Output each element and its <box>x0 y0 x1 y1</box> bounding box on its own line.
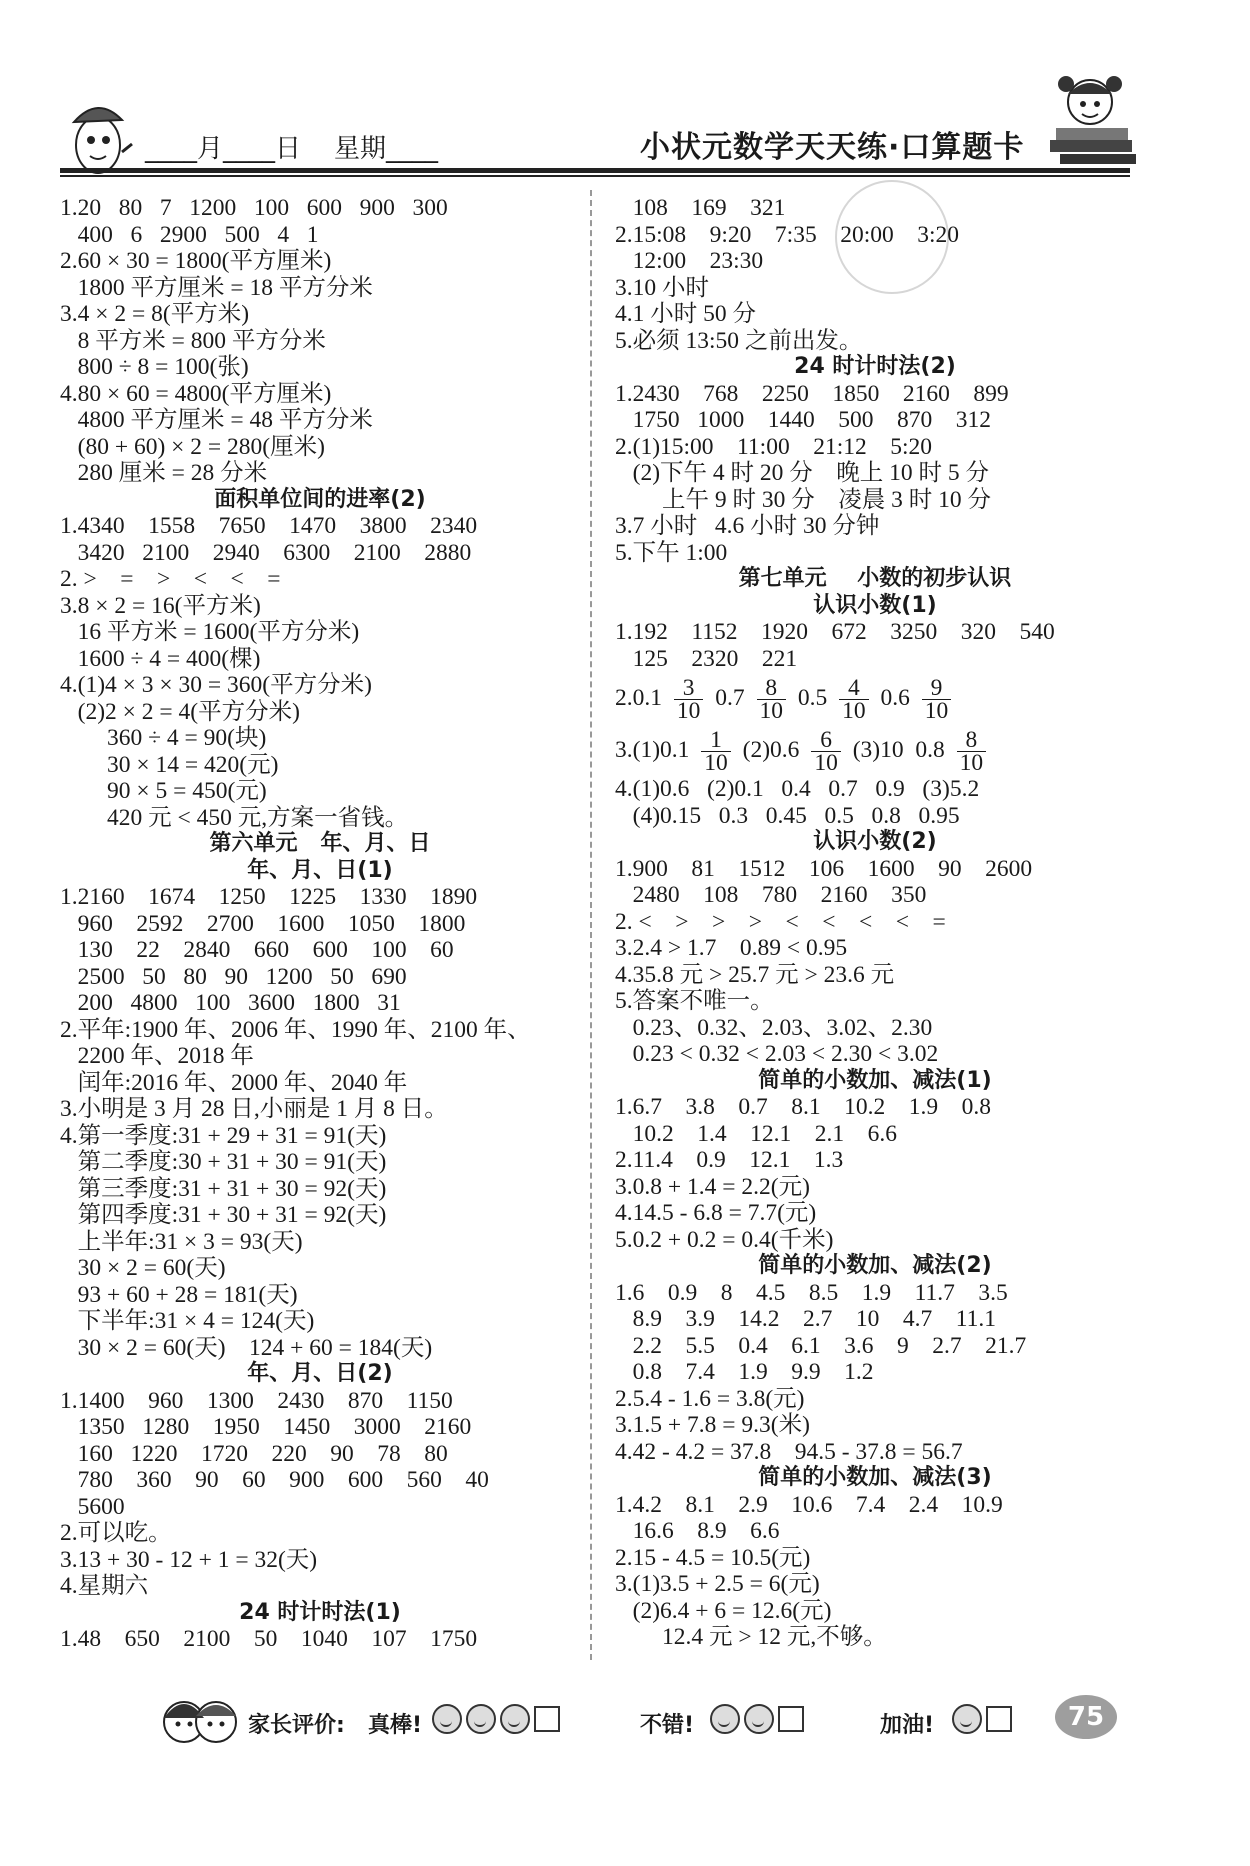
answer-line: 780 360 90 60 900 600 560 40 <box>60 1467 489 1493</box>
smiley-icon <box>744 1704 774 1734</box>
answer-line: 8 平方米 = 800 平方分米 <box>60 327 326 354</box>
answer-line: 2.2 5.5 0.4 6.1 3.6 9 2.7 21.7 <box>615 1332 1027 1359</box>
answer-line: 1.192 1152 1920 672 3250 320 540 <box>615 619 1055 645</box>
answer-line: 4.14.5 - 6.8 = 7.7(元) <box>615 1200 817 1226</box>
section-heading: 第七单元 小数的初步认识 <box>738 566 1012 591</box>
fraction-denominator: 10 <box>959 750 984 777</box>
answer-line: 93 + 60 + 28 = 181(天) <box>60 1281 298 1308</box>
good-rating[interactable] <box>708 1704 804 1734</box>
answer-text: 0.6 <box>874 685 916 711</box>
answer-line: 2.60 × 30 = 1800(平方厘米) <box>60 248 332 274</box>
answer-line: 1.2160 1674 1250 1225 1330 1890 <box>60 884 478 910</box>
great-label: 真棒! <box>368 1713 423 1738</box>
mascot-boy-icon <box>60 90 140 180</box>
fraction-numerator: 9 <box>922 677 952 700</box>
answer-line: 30 × 14 = 420(元) <box>60 751 279 778</box>
answer-line: 3.(1)3.5 + 2.5 = 6(元) <box>615 1571 820 1597</box>
answer-line: 2500 50 80 90 1200 50 690 <box>60 963 407 990</box>
answer-line: 200 4800 100 3600 1800 31 <box>60 990 401 1016</box>
answer-line: 2.可以吃。 <box>60 1520 172 1546</box>
fraction-denominator: 10 <box>676 698 701 725</box>
answer-line: 8.9 3.9 14.2 2.7 10 4.7 11.1 <box>615 1306 997 1332</box>
answer-line: 3.10 小时 <box>615 274 709 301</box>
answer-text: (2)0.6 <box>736 737 806 763</box>
answer-line: 3.2.4 > 1.7 0.89 < 0.95 <box>615 935 848 961</box>
answer-text: 0.7 <box>709 685 751 711</box>
fraction <box>674 675 704 725</box>
section-heading: 年、月、日(1) <box>247 857 393 883</box>
fraction-numerator: 6 <box>811 729 841 752</box>
answer-line: 3.7 小时 4.6 小时 30 分钟 <box>615 513 880 539</box>
answer-line: 2.15 - 4.5 = 10.5(元) <box>615 1544 811 1571</box>
section-heading: 24 时计时法(1) <box>239 1599 401 1625</box>
answer-line: 3.4 × 2 = 8(平方米) <box>60 301 250 327</box>
fraction <box>839 675 869 725</box>
good-label: 不错! <box>640 1713 695 1738</box>
answer-text: 2.0.1 <box>615 685 668 711</box>
page-footer <box>160 1690 1120 1760</box>
answer-line: (2)下午 4 时 20 分 晚上 10 时 5 分 <box>615 460 990 486</box>
answer-line: 1.900 81 1512 106 1600 90 2600 <box>615 855 1033 882</box>
answer-line: 4.(1)0.6 (2)0.1 0.4 0.7 0.9 (3)5.2 <box>615 776 980 802</box>
answer-line: 5.下午 1:00 <box>615 539 728 566</box>
children-icon <box>160 1690 240 1755</box>
answer-line: 0.23 < 0.32 < 2.03 < 2.30 < 3.02 <box>615 1041 939 1067</box>
answer-line: 1.2430 768 2250 1850 2160 899 <box>615 380 1009 407</box>
smiley-icon <box>952 1704 982 1734</box>
answer-text: 0.5 <box>792 685 834 711</box>
smiley-icon <box>432 1704 462 1734</box>
answer-line: 960 2592 2700 1600 1050 1800 <box>60 910 466 937</box>
answer-line: 30 × 2 = 60(天) 124 + 60 = 184(天) <box>60 1334 433 1361</box>
answer-line: (2)6.4 + 6 = 12.6(元) <box>615 1597 832 1624</box>
answer-line: 第二季度:30 + 31 + 30 = 91(天) <box>60 1149 387 1175</box>
answer-line: 4.星期六 <box>60 1573 149 1599</box>
section-heading: 认识小数(2) <box>813 829 937 854</box>
section-heading: 简单的小数加、减法(2) <box>758 1253 992 1278</box>
answer-line: 闰年:2016 年、2000 年、2040 年 <box>60 1069 408 1096</box>
answer-line: 3.0.8 + 1.4 = 2.2(元) <box>615 1173 810 1200</box>
answer-line: 1800 平方厘米 = 18 平方分米 <box>60 274 373 301</box>
answer-text: 3.(1)0.1 <box>615 737 696 763</box>
section-heading: 年、月、日(2) <box>247 1361 393 1386</box>
answer-line: (80 + 60) × 2 = 280(厘米) <box>60 433 325 460</box>
answer-line: 5600 <box>60 1493 125 1520</box>
answer-line: 12.4 元 > 12 元,不够。 <box>615 1624 887 1650</box>
section-heading: 24 时计时法(2) <box>794 354 956 379</box>
answer-line: 1.20 80 7 1200 100 600 900 300 <box>60 195 448 221</box>
answer-line: 90 × 5 = 450(元) <box>60 778 267 804</box>
answer-line: 下半年:31 × 4 = 124(天) <box>60 1308 315 1334</box>
answer-line: 1600 ÷ 4 = 400(棵) <box>60 645 261 672</box>
answer-line: 3.13 + 30 - 12 + 1 = 32(天) <box>60 1546 318 1573</box>
fraction <box>957 727 987 777</box>
answer-line: 1.4.2 8.1 2.9 10.6 7.4 2.4 10.9 <box>615 1491 1003 1518</box>
answer-line-fractions <box>615 724 1135 776</box>
answer-line: 400 6 2900 500 4 1 <box>60 221 319 248</box>
answer-line: 280 厘米 = 28 分米 <box>60 460 268 486</box>
answer-line: 4800 平方厘米 = 48 平方分米 <box>60 407 373 433</box>
answer-line: 130 22 2840 660 600 100 60 <box>60 937 454 963</box>
fraction-denominator: 10 <box>759 698 783 725</box>
answer-line: 1.48 650 2100 50 1040 107 1750 <box>60 1626 478 1652</box>
answer-line: 2.11.4 0.9 12.1 1.3 <box>615 1147 844 1173</box>
answer-line: 2200 年、2018 年 <box>60 1043 254 1069</box>
answer-line: 12:00 23:30 <box>615 248 764 274</box>
answer-line: 4.35.8 元 > 25.7 元 > 23.6 元 <box>615 961 895 988</box>
fraction <box>757 675 787 725</box>
fraction <box>811 727 841 777</box>
answer-line: 4.第一季度:31 + 29 + 31 = 91(天) <box>60 1122 387 1149</box>
answer-line: 5.答案不唯一。 <box>615 988 774 1014</box>
fraction-numerator: 1 <box>701 729 731 752</box>
header-rule <box>60 168 1130 173</box>
answer-line: 2.平年:1900 年、2006 年、1990 年、2100 年、 <box>60 1016 531 1043</box>
section-heading: 第六单元 年、月、日 <box>209 831 431 856</box>
answer-line: 2.5.4 - 1.6 = 3.8(元) <box>615 1385 805 1412</box>
fraction <box>701 727 731 777</box>
answer-line: 5.必须 13:50 之前出发。 <box>615 327 863 354</box>
answer-line: 1750 1000 1440 500 870 312 <box>615 407 991 433</box>
answer-line: 5.0.2 + 0.2 = 0.4(千米) <box>615 1226 834 1253</box>
great-rating[interactable] <box>430 1704 560 1734</box>
answer-line: 3.8 × 2 = 16(平方米) <box>60 592 261 619</box>
smiley-icon <box>710 1704 740 1734</box>
answer-line: 3420 2100 2940 6300 2100 2880 <box>60 539 472 566</box>
answer-text: (3)10 0.8 <box>846 737 951 763</box>
fraction-numerator: 3 <box>674 677 704 700</box>
header-rule-thin <box>60 175 1130 177</box>
answer-line: 4.1 小时 50 分 <box>615 301 756 327</box>
smiley-icon <box>500 1704 530 1734</box>
answer-line: 160 1220 1720 220 90 78 80 <box>60 1440 448 1467</box>
answer-line: 上半年:31 × 3 = 93(天) <box>60 1228 303 1255</box>
answer-line: 4.80 × 60 = 4800(平方厘米) <box>60 380 332 407</box>
answer-line: 第三季度:31 + 31 + 30 = 92(天) <box>60 1175 387 1202</box>
answer-line: 420 元 < 450 元,方案一省钱。 <box>60 804 409 831</box>
answer-line: 4.42 - 4.2 = 37.8 94.5 - 37.8 = 56.7 <box>615 1438 963 1465</box>
answer-line: 1.4340 1558 7650 1470 3800 2340 <box>60 513 478 539</box>
answer-line-fractions <box>615 672 1135 724</box>
fraction-denominator: 10 <box>704 750 728 777</box>
answer-line: 3.小明是 3 月 28 日,小丽是 1 月 8 日。 <box>60 1096 448 1122</box>
answer-line: 10.2 1.4 12.1 2.1 6.6 <box>615 1120 897 1147</box>
page-number: 75 <box>1055 1695 1117 1739</box>
parent-eval-label: 家长评价: <box>248 1713 345 1738</box>
page-header <box>60 70 1140 180</box>
fraction-denominator: 10 <box>814 750 838 777</box>
answer-line: 2.15:08 9:20 7:35 20:00 3:20 <box>615 221 960 248</box>
answer-line: 上午 9 时 30 分 凌晨 3 时 10 分 <box>615 486 991 513</box>
cheer-label: 加油! <box>880 1713 935 1738</box>
date-line: ____月____日 星期____ <box>145 134 439 164</box>
fraction-numerator: 4 <box>839 677 869 700</box>
smiley-icon <box>466 1704 496 1734</box>
checkbox-good[interactable] <box>778 1706 804 1732</box>
answer-line: 1.6.7 3.8 0.7 8.1 10.2 1.9 0.8 <box>615 1094 991 1120</box>
answer-line: 第四季度:31 + 30 + 31 = 92(天) <box>60 1202 387 1228</box>
answer-line: 2.(1)15:00 11:00 21:12 5:20 <box>615 433 933 460</box>
answer-line: 2. > = > < < = <box>60 566 281 592</box>
answer-line: 2480 108 780 2160 350 <box>615 882 927 908</box>
answer-line: 30 × 2 = 60(天) <box>60 1255 226 1281</box>
answer-line: 16 平方米 = 1600(平方分米) <box>60 619 360 645</box>
answer-line: 360 ÷ 4 = 90(块) <box>60 725 267 751</box>
answer-line: 0.23、0.32、2.03、3.02、2.30 <box>615 1014 933 1041</box>
answer-line: 108 169 321 <box>615 195 786 221</box>
section-heading: 认识小数(1) <box>813 592 937 618</box>
answer-line: (4)0.15 0.3 0.45 0.5 0.8 0.95 <box>615 802 960 829</box>
section-heading: 简单的小数加、减法(1) <box>758 1067 992 1093</box>
fraction-denominator: 10 <box>842 698 866 725</box>
section-heading: 面积单位间的进率(2) <box>214 486 426 512</box>
answer-line: 1.6 0.9 8 4.5 8.5 1.9 11.7 3.5 <box>615 1279 1008 1306</box>
answer-line: 4.(1)4 × 3 × 30 = 360(平方分米) <box>60 672 372 698</box>
answer-line: 0.8 7.4 1.9 9.9 1.2 <box>615 1359 874 1385</box>
fraction <box>922 675 952 725</box>
answer-line: 125 2320 221 <box>615 645 798 672</box>
answer-line: 1.1400 960 1300 2430 870 1150 <box>60 1387 453 1414</box>
answer-line: 2. < > > > < < < < = <box>615 908 946 935</box>
column-divider <box>590 190 592 1660</box>
fraction-denominator: 10 <box>924 698 949 725</box>
answer-line: 1350 1280 1950 1450 3000 2160 <box>60 1414 472 1440</box>
answer-column-right <box>615 195 1135 1651</box>
checkbox-great[interactable] <box>534 1706 560 1732</box>
book-title: 小状元数学天天练·口算题卡 <box>640 130 1025 165</box>
mascot-girl-books-icon <box>1040 70 1140 170</box>
fraction-numerator: 8 <box>757 677 787 700</box>
fraction-numerator: 8 <box>957 729 987 752</box>
answer-column-left <box>60 195 580 1653</box>
cheer-rating[interactable] <box>950 1704 1012 1734</box>
section-heading: 简单的小数加、减法(3) <box>758 1465 992 1490</box>
answer-line: (2)2 × 2 = 4(平方分米) <box>60 698 300 725</box>
answer-line: 800 ÷ 8 = 100(张) <box>60 354 249 380</box>
answer-line: 3.1.5 + 7.8 = 9.3(米) <box>615 1412 810 1438</box>
answer-line: 16.6 8.9 6.6 <box>615 1518 780 1544</box>
checkbox-cheer[interactable] <box>986 1706 1012 1732</box>
